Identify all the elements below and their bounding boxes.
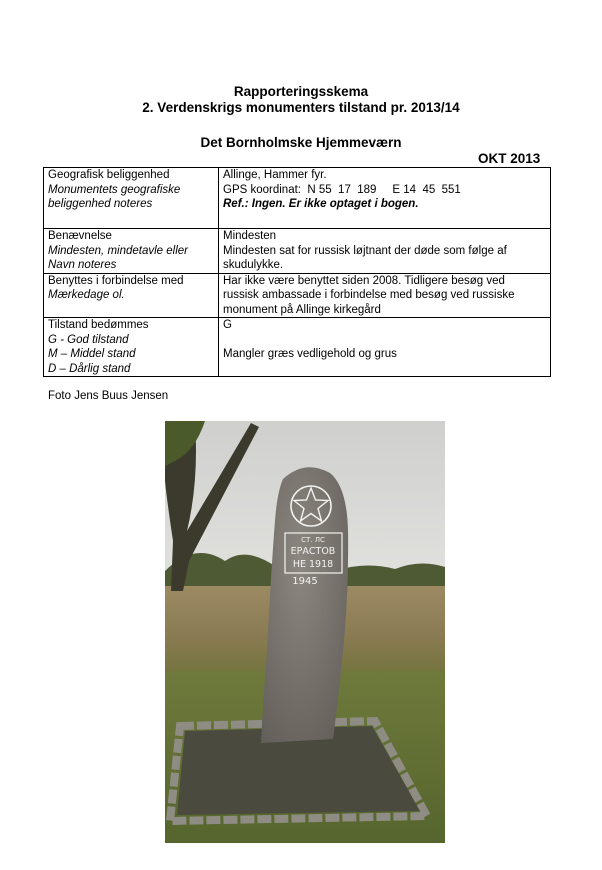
usage-value: Har ikke være benyttet siden 2008. Tidligere besøg ved bbox=[223, 274, 505, 287]
table-row bbox=[44, 273, 551, 318]
condition-legend: D – Dårlig stand bbox=[48, 362, 131, 375]
field-hint: Mindesten, mindetavle eller bbox=[48, 244, 188, 257]
condition-note: Mangler græs vedligehold og grus bbox=[223, 348, 397, 360]
title-line-2: 2. Verdenskrigs monumenters tilstand pr. 2013/14 bbox=[142, 100, 460, 115]
row-label-location bbox=[44, 168, 219, 229]
report-table bbox=[43, 167, 551, 377]
inscription-line: 1945 bbox=[292, 576, 318, 587]
gps-value: GPS koordinat: N 55 17 189 E 14 45 551 bbox=[223, 183, 461, 196]
field-hint: Navn noteres bbox=[48, 259, 117, 271]
condition-legend: G - God tilstand bbox=[48, 333, 129, 346]
spacer bbox=[223, 333, 546, 348]
field-label: Benyttes i forbindelse med bbox=[48, 274, 184, 287]
location-value: Allinge, Hammer fyr. bbox=[223, 169, 327, 181]
description-value: skudulykke. bbox=[223, 259, 284, 271]
inscription-line: СТ. ЛС bbox=[301, 536, 325, 544]
description-value: Mindesten sat for russisk løjtnant der døde som følge af bbox=[223, 244, 507, 257]
field-hint: Mærkedage ol. bbox=[48, 289, 125, 301]
table-row bbox=[44, 318, 551, 377]
organization-name: Det Bornholmske Hjemmeværn bbox=[200, 135, 402, 150]
row-label-name bbox=[44, 229, 219, 274]
table-row bbox=[44, 229, 551, 274]
name-value: Mindesten bbox=[223, 230, 277, 242]
usage-value: monument på Allinge kirkegård bbox=[223, 303, 381, 316]
field-label: Benævnelse bbox=[48, 230, 112, 242]
row-value-location bbox=[219, 168, 551, 229]
usage-value: russisk ambassade i forbindelse med besøg ved russiske bbox=[223, 289, 515, 301]
reference-value: Ref.: Ingen. Er ikke optaget i bogen. bbox=[223, 198, 419, 210]
field-hint: Monumentets geografiske bbox=[48, 183, 181, 196]
row-label-usage bbox=[44, 273, 219, 318]
monument-photo bbox=[165, 421, 445, 843]
condition-grade: G bbox=[223, 319, 232, 331]
row-value-name bbox=[219, 229, 551, 274]
photo-caption: Foto Jens Buus Jensen bbox=[48, 390, 169, 402]
field-label: Geografisk beliggenhed bbox=[48, 169, 170, 181]
field-hint: beliggenhed noteres bbox=[48, 198, 153, 210]
report-date: OKT 2013 bbox=[478, 151, 541, 166]
title-line-1: Rapporteringsskema bbox=[233, 84, 369, 99]
condition-legend: M – Middel stand bbox=[48, 348, 136, 360]
row-value-condition bbox=[219, 318, 551, 377]
table-row bbox=[44, 168, 551, 229]
inscription-line: ЕРАСТОВ bbox=[290, 546, 336, 557]
field-label: Tilstand bedømmes bbox=[48, 319, 149, 331]
row-value-usage bbox=[219, 273, 551, 318]
inscription-line: НЕ 1918 bbox=[292, 559, 334, 570]
row-label-condition bbox=[44, 318, 219, 377]
